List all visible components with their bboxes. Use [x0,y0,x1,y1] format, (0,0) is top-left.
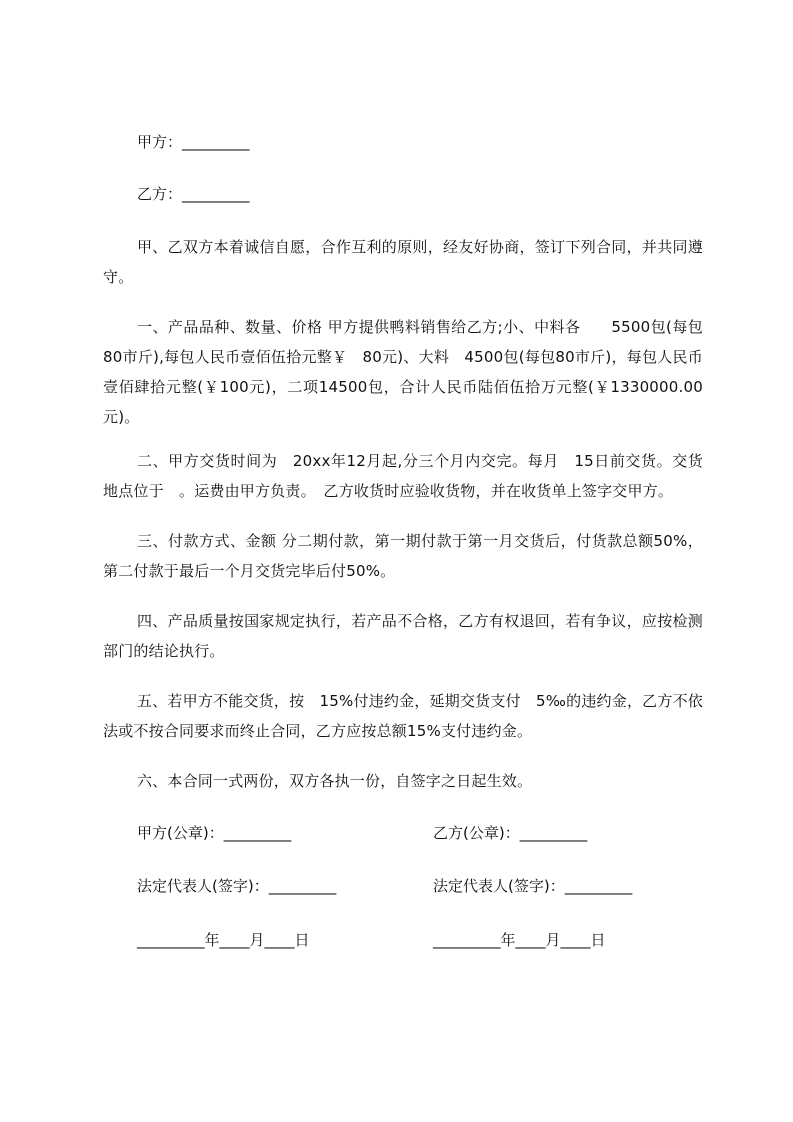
party-a-representative-line: 法定代表人(签字)：_________ [137,877,337,895]
clause-6-effect: 六、本合同一式两份，双方各执一份，自签字之日起生效。 [137,772,533,790]
clause-5-breach: 五、若甲方不能交货，按 15%付违约金，延期交货支付 5‰的违约金，乙方不依法或不按合同要求而终止合同，乙方应按总额15%支付违约金。 [103,692,703,740]
clause-2-delivery: 二、甲方交货时间为 20xx年12月起,分三个月内交完。每月 15日前交货。交货地点位于 。运费由甲方负责。 乙方收货时应验收货物，并在收货单上签字交甲方。 [103,452,703,500]
party-b-representative-line: 法定代表人(签字)：_________ [433,877,633,895]
intro-paragraph: 甲、乙双方本着诚信自愿，合作互利的原则，经友好协商，签订下列合同，并共同遵守。 [103,238,703,286]
party-b-line: 乙方：_________ [137,185,250,203]
party-b-date-line: _________年____月____日 [433,931,606,949]
party-a-date-line: _________年____月____日 [137,931,310,949]
clause-3-payment: 三、付款方式、金额 分二期付款，第一期付款于第一月交货后，付货款总额50%，第二付款于最后一个月交货完毕后付50%。 [103,532,703,580]
clause-4-quality: 四、产品质量按国家规定执行，若产品不合格，乙方有权退回，若有争议，应按检测部门的结论执行。 [103,612,703,660]
party-a-seal-line: 甲方(公章)：_________ [137,824,292,842]
party-a-line: 甲方：_________ [137,133,250,151]
clause-1-product: 一、产品品种、数量、价格 甲方提供鸭料销售给乙方;小、中料各 5500包(每包80市斤),每包人民币壹佰伍拾元整￥ 80元)、大料 4500包(每包80市斤)，每包人民币壹佰肆拾元整(￥100元)，二项14500包，合计人民币陆佰伍拾万元整(￥1330000.00元)。 [103,318,703,426]
party-b-seal-line: 乙方(公章)：_________ [433,824,588,842]
